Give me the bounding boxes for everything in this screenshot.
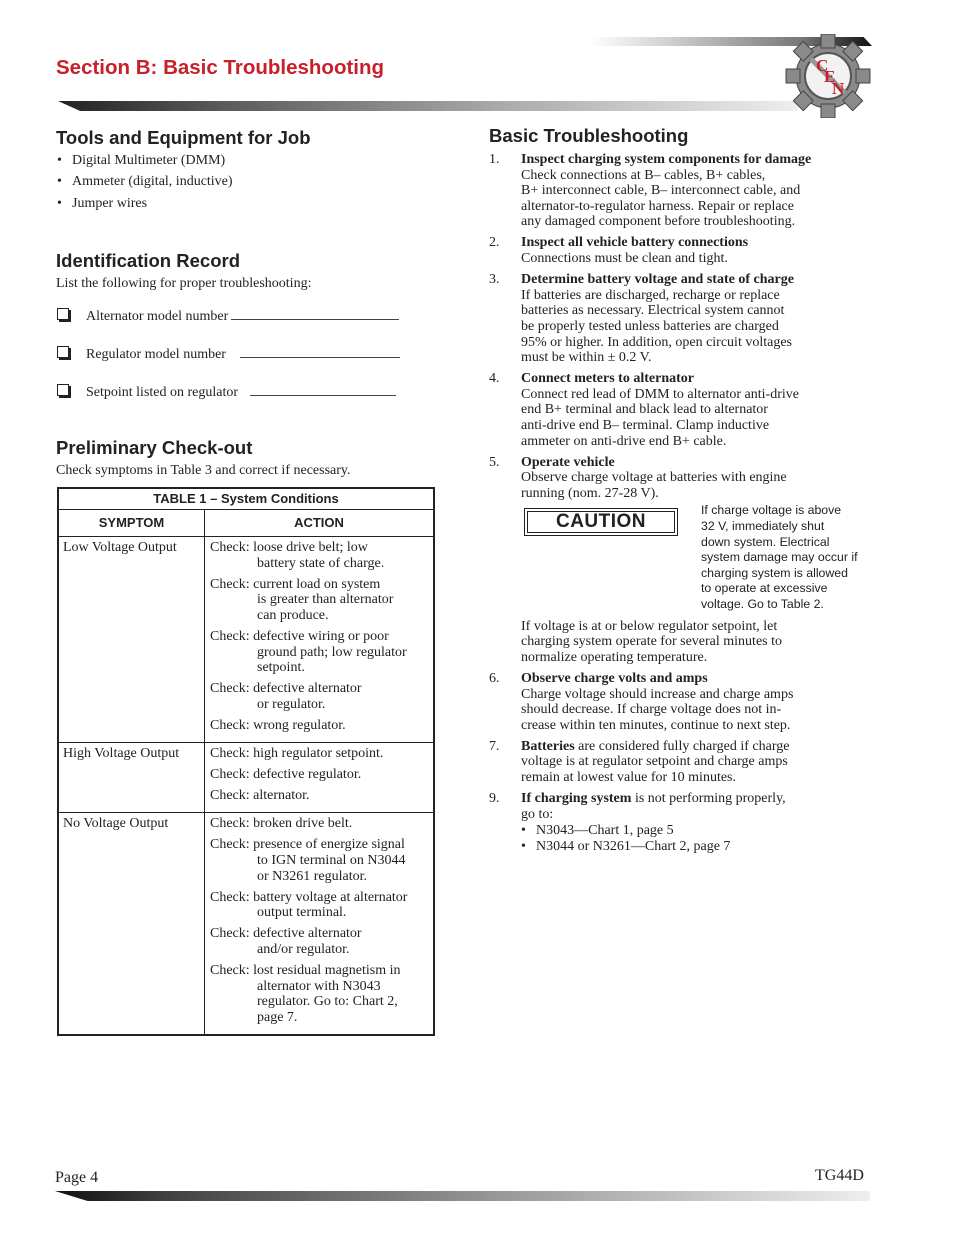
basic-heading: Basic Troubleshooting — [489, 125, 689, 146]
footer-rule — [55, 1191, 870, 1201]
document-id: TG44D — [815, 1167, 864, 1184]
tools-list — [57, 153, 233, 217]
check-item: Check: wrong regulator. — [210, 717, 346, 733]
setpoint-field[interactable] — [57, 383, 396, 401]
step-number: 2. — [489, 235, 500, 251]
caution-label — [524, 508, 678, 536]
step-number: 4. — [489, 371, 500, 387]
step-text: If voltage is at or below regulator setpoint, let charging system operate for several minutes to normalize operating temperature. — [521, 618, 782, 665]
action-cell — [205, 743, 435, 813]
step-title: Observe charge volts and amps — [521, 670, 708, 686]
symptom-cell: Low Voltage Output — [58, 537, 205, 743]
caution-block — [521, 503, 889, 612]
step-title: Inspect charging system components for damage — [521, 152, 812, 167]
troubleshooting-steps — [489, 152, 889, 860]
check-item: Check: defective wiring or poor ground path; low regulator setpoint. — [210, 628, 407, 676]
tool-item: • Digital Multimeter (DMM) — [57, 153, 233, 169]
col-symptom: SYMPTOM — [58, 510, 205, 537]
check-item: Check: lost residual magnetism in alternator with N3043 regulator. Go to: Chart 2, page 7. — [210, 963, 401, 1025]
step-text: Charge voltage should increase and charge amps should decrease. If charge voltage does not in- crease within ten minutes, continue to next step. — [521, 686, 794, 733]
check-item: Check: high regulator setpoint. — [210, 746, 384, 762]
step-number: 3. — [489, 272, 500, 288]
caution-note: If charge voltage is above 32 V, immediately shut down system. Electrical system damage may occur if charging system is allowed to operate at excessive voltage. Go to Table 2. — [701, 503, 858, 612]
alternator-model-field[interactable] — [57, 307, 399, 325]
step — [489, 791, 889, 854]
step-text: are considered fully charged if charge voltage is at regulator setpoint and charge amps remain at lowest value for 10 minutes. — [521, 738, 790, 785]
tool-item: • Ammeter (digital, inductive) — [57, 174, 233, 190]
table-row — [58, 537, 434, 743]
step-text: Observe charge voltage at batteries with engine running (nom. 27-28 V). — [521, 470, 787, 501]
step-text: is not performing properly, go to: — [521, 791, 786, 822]
table-row — [58, 813, 434, 1035]
chart-link[interactable]: • N3043—Chart 1, page 5 — [521, 823, 889, 839]
tool-item: • Jumper wires — [57, 196, 233, 212]
step-title: If charging system — [521, 791, 632, 807]
checkbox[interactable] — [57, 346, 69, 358]
svg-text:N: N — [832, 79, 845, 98]
step-number: 6. — [489, 670, 500, 686]
step — [489, 671, 889, 733]
system-conditions-table — [57, 487, 435, 1036]
caution-text: CAUTION — [527, 511, 675, 533]
step-title: Determine battery voltage and state of charge — [521, 272, 794, 288]
identification-heading: Identification Record — [56, 250, 240, 271]
step — [489, 235, 889, 266]
step-title: Inspect all vehicle battery connections — [521, 235, 749, 251]
step-number: 1. — [489, 152, 500, 167]
check-item: Check: defective regulator. — [210, 767, 362, 783]
step-number: 5. — [489, 454, 500, 470]
step — [489, 272, 889, 366]
identification-intro: List the following for proper troubleshooting: — [56, 276, 312, 291]
page-number: Page 4 — [55, 1169, 99, 1186]
chart-link[interactable]: • N3044 or N3261—Chart 2, page 7 — [521, 839, 889, 855]
step — [489, 739, 889, 786]
step — [489, 371, 889, 449]
step-title: Operate vehicle — [521, 454, 615, 470]
blank-line[interactable] — [250, 383, 396, 396]
cen-logo — [783, 34, 873, 118]
step — [489, 152, 889, 230]
step — [489, 455, 889, 666]
table-row — [58, 743, 434, 813]
symptom-cell: High Voltage Output — [58, 743, 205, 813]
step-title: Connect meters to alternator — [521, 371, 694, 387]
checkbox[interactable] — [57, 308, 69, 320]
blank-line[interactable] — [240, 345, 400, 358]
step-number: 9. — [489, 791, 500, 807]
check-item: Check: loose drive belt; low battery state of charge. — [210, 540, 385, 571]
check-item: Check: battery voltage at alternator output terminal. — [210, 889, 408, 921]
regulator-model-field[interactable] — [57, 345, 400, 363]
step-title: Batteries — [521, 738, 575, 754]
check-item: Check: broken drive belt. — [210, 816, 353, 832]
svg-text:E: E — [824, 67, 836, 86]
symptom-cell: No Voltage Output — [58, 813, 205, 1035]
action-cell — [205, 813, 435, 1035]
svg-text:C: C — [816, 56, 829, 75]
preliminary-intro: Check symptoms in Table 3 and correct if necessary. — [56, 463, 351, 478]
step-text: If batteries are discharged, recharge or replace batteries as necessary. Electrical system cannot be properly tested unless batteries are charged 95% or higher. In addition, open circuit voltages must be within ± 0.2 V. — [521, 287, 792, 366]
chart-links — [521, 823, 889, 854]
field-label: Regulator model number — [86, 347, 226, 362]
check-item: Check: defective alternator or regulator. — [210, 681, 362, 712]
tools-heading: Tools and Equipment for Job — [56, 127, 311, 148]
col-action: ACTION — [205, 510, 435, 537]
action-cell — [205, 537, 435, 743]
field-label: Alternator model number — [86, 309, 229, 324]
check-item: Check: defective alternator and/or regulator. — [210, 926, 362, 957]
header-rule — [58, 101, 798, 111]
blank-line[interactable] — [231, 307, 399, 320]
check-item: Check: presence of energize signal to IGN terminal on N3044 or N3261 regulator. — [210, 837, 406, 884]
section-title: Section B: Basic Troubleshooting — [56, 56, 385, 79]
step-text: Connect red lead of DMM to alternator anti-drive end B+ terminal and black lead to alternator anti-drive end B– terminal. Clamp inductive ammeter on anti-drive end B+ cable. — [521, 386, 799, 449]
check-item: Check: current load on system is greater than alternator can produce. — [210, 576, 394, 623]
step-text: Check connections at B– cables, B+ cables, B+ interconnect cable, B– interconnect cable, and alternator-to-regulator harness. Repair or replace any damaged component before troubleshooting. — [521, 167, 801, 230]
step-number: 7. — [489, 738, 500, 754]
field-label: Setpoint listed on regulator — [86, 385, 239, 400]
check-item: Check: alternator. — [210, 788, 310, 804]
step-text: Connections must be clean and tight. — [521, 251, 728, 267]
preliminary-heading: Preliminary Check-out — [56, 437, 253, 458]
table-title: TABLE 1 – System Conditions — [58, 488, 434, 510]
checkbox[interactable] — [57, 384, 69, 396]
